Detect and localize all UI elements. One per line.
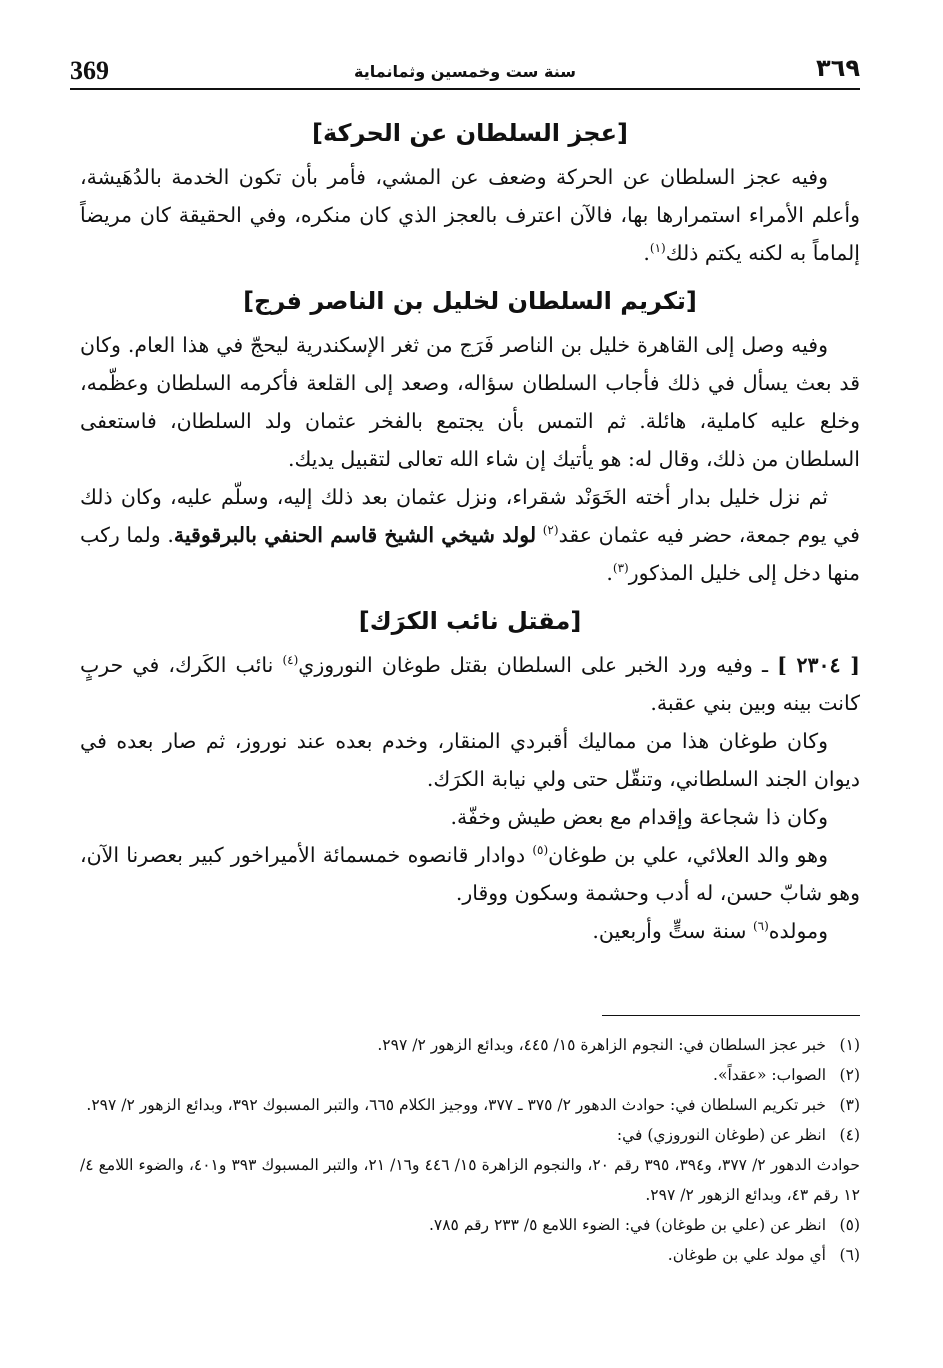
footnote: (٢) الصواب: «عقداً». bbox=[80, 1060, 860, 1090]
bold-text: لولد شيخي الشيخ قاسم الحنفي بالبرقوقية bbox=[173, 523, 537, 547]
footnote-number: (٣) bbox=[839, 1096, 860, 1114]
footnote: (٦) أي مولد علي بن طوغان. bbox=[80, 1240, 860, 1270]
paragraph: وفيه وصل إلى القاهرة خليل بن الناصر فَرَج من ثغر الإسكندرية ليحجّ في هذا العام. وكان قد بعث يسأل في ذلك فأجاب السلطان سؤاله، وصعد إلى القلعة فأكرمه السلطان وعظّمه، وخلع عليه كاملية، هائلة. ثم التمس بأن يجتمع بالفخر عثمان ولد السلطان، فاستعفى السلطان من ذلك، وقال له: هو يأتيك إن شاء الله تعالى لتقبيل يديك. bbox=[80, 333, 860, 471]
footnote: (٣) خبر تكريم السلطان في: حوادث الدهور ٢/ ٣٧٥ ـ ٣٧٧، ووجيز الكلام ٦٦٥، والتبر المسبوك ٣٩٢، وبدائع الزهور ٢/ ٢٩٧. bbox=[80, 1090, 860, 1120]
paragraph: ومولده$^{(٦)}$ سنة ستٍّ وأربعين. bbox=[592, 919, 828, 943]
footnote-continuation: حوادث الدهور ٢/ ٣٧٧، و٣٩٤، ٣٩٥ رقم ٢٠، والنجوم الزاهرة ١٥/ ٤٤٦ و١٦/ ٢١، والتبر المسبوك ٣٩٣ و٤٠١، والضوء اللامع ٤/ ١٢ رقم ٤٣، وبدائع الزهور ٢/ ٢٩٧. bbox=[80, 1156, 861, 1204]
paragraph: ثم نزل خليل بدار أخته الخَوَنْد شقراء، ونزل عثمان بعد ذلك إليه، وسلّم عليه، وكان ذلك في يوم جمعة، حضر فيه عثمان عقد$^{(٢)}$ لولد شيخي الشيخ قاسم الحنفي بالبرقوقية. ولما ركب منها دخل إلى خليل المذكور$^{(٣)}$. bbox=[80, 485, 860, 585]
footnote-number: (٥) bbox=[839, 1216, 860, 1234]
section-heading: [مقتل نائب الكرَك] bbox=[358, 607, 582, 635]
paragraph: وفيه عجز السلطان عن الحركة وضعف عن المشي، فأمر بأن تكون الخدمة بالدُهَيشة، وأعلم الأمراء استمرارها بها، فالآن اعترف بالعجز الذي كان منكره، وفي الحقيقة كان مريضاً إلماماً به لكنه يكتم ذلك$^{(١)}$. bbox=[80, 165, 860, 265]
footnote-ref[interactable]: (٣) bbox=[612, 561, 629, 576]
footnotes bbox=[80, 1030, 860, 1270]
footnote-ref[interactable]: (٢) bbox=[542, 523, 559, 538]
footnote: (٤) انظر عن (طوغان النوروزي) في: bbox=[80, 1120, 860, 1150]
footnote-ref[interactable]: (٥) bbox=[532, 843, 549, 858]
page-number-latin: 369 bbox=[70, 56, 109, 85]
footnote-number: (٤) bbox=[839, 1126, 860, 1144]
footnote-number: (٦) bbox=[839, 1246, 860, 1264]
running-title: سنة ست وخمسين وثمانماية bbox=[354, 62, 576, 81]
footnote-number: (٢) bbox=[839, 1066, 860, 1084]
entry-number: [ ٢٣٠٤ ] bbox=[777, 653, 860, 677]
page-number-arabic: ٣٦٩ bbox=[816, 54, 860, 82]
paragraph: وهو والد العلائي، علي بن طوغان$^{(٥)}$ دوادار قانصوه خمسمائة الأميراخور كبير بعصرنا الآن، وهو شابّ حسن، له أدب وحشمة وسكون ووقار. bbox=[80, 843, 860, 905]
footnote-ref[interactable]: (١) bbox=[649, 241, 666, 256]
page-header bbox=[70, 48, 860, 90]
footnote-ref[interactable]: (٦) bbox=[752, 919, 769, 934]
footnote-number: (١) bbox=[839, 1036, 860, 1054]
paragraph: وكان طوغان هذا من مماليك أقبردي المنقار، وخدم بعده عند نوروز، ثم صار بعده في ديوان الجند السلطاني، وتنقّل حتى ولي نيابة الكرَك. bbox=[80, 729, 860, 791]
section-heading: [عجز السلطان عن الحركة] bbox=[312, 119, 628, 147]
paragraph: [ ٢٣٠٤ ] ـ وفيه ورد الخبر على السلطان بقتل طوغان النوروزي$^{(٤)}$ نائب الكَرك، في حربٍ كانت بينه وبين بني عقبة. bbox=[80, 653, 860, 715]
footnote-divider bbox=[602, 1015, 860, 1016]
footnote: (١) خبر عجز السلطان في: النجوم الزاهرة ١٥/ ٤٤٥، وبدائع الزهور ٢/ ٢٩٧. bbox=[80, 1030, 860, 1060]
main-text bbox=[80, 108, 860, 950]
footnote-ref[interactable]: (٤) bbox=[282, 653, 299, 668]
paragraph: وكان ذا شجاعة وإقدام مع بعض طيش وخفّة. bbox=[450, 805, 828, 829]
section-heading: [تكريم السلطان لخليل بن الناصر فرج] bbox=[243, 287, 697, 315]
footnote: (٥) انظر عن (علي بن طوغان) في: الضوء اللامع ٥/ ٢٣٣ رقم ٧٨٥. bbox=[80, 1210, 860, 1240]
